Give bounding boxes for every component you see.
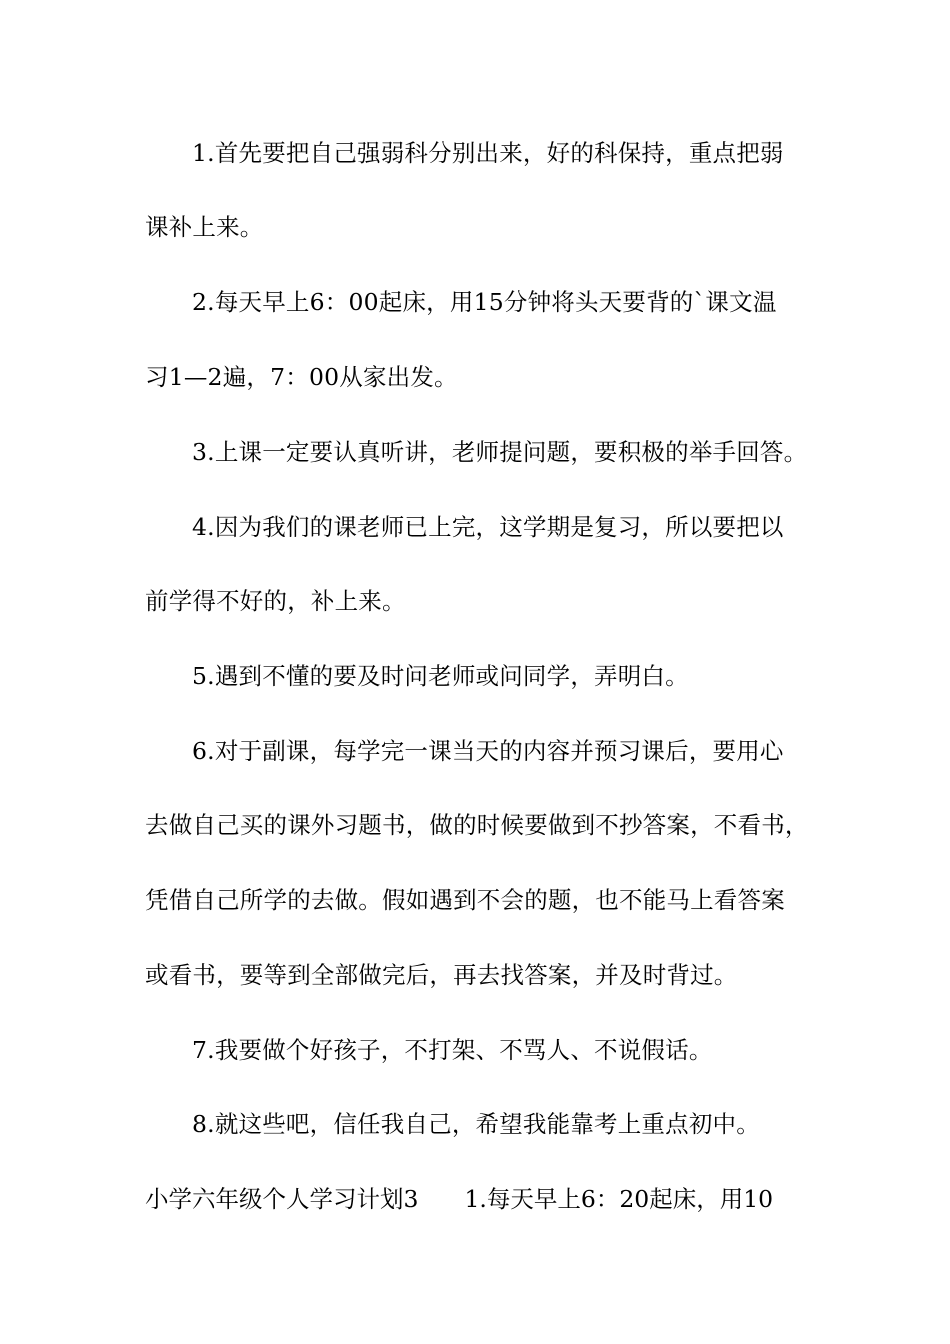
paragraph-8-line-1: 8.就这些吧，信任我自己，希望我能靠考上重点初中。 bbox=[192, 1110, 760, 1138]
paragraph-1-line-2: 课补上来。 bbox=[145, 213, 264, 241]
paragraph-6-line-1: 6.对于副课，每学完一课当天的内容并预习课后，要用心 bbox=[192, 737, 784, 765]
paragraph-1-line-1: 1.首先要把自己强弱科分别出来，好的科保持，重点把弱 bbox=[192, 139, 784, 167]
paragraph-6-line-2: 去做自己买的课外习题书，做的时候要做到不抄答案，不看书， bbox=[145, 811, 809, 839]
paragraph-6-line-3: 凭借自己所学的去做。假如遇到不会的题，也不能马上看答案 bbox=[145, 886, 785, 914]
paragraph-4-line-2: 前学得不好的，补上来。 bbox=[145, 587, 406, 615]
next-section-first-item: 1.每天早上6：20起床，用10 bbox=[464, 1185, 774, 1213]
next-section-line bbox=[145, 1184, 825, 1214]
paragraph-3-line-1: 3.上课一定要认真听讲，老师提问题，要积极的举手回答。 bbox=[192, 438, 808, 466]
next-section-title: 小学六年级个人学习计划3 bbox=[145, 1185, 419, 1213]
paragraph-2-line-1: 2.每天早上6：00起床，用15分钟将头天要背的`课文温 bbox=[192, 288, 777, 316]
paragraph-6-line-4: 或看书，要等到全部做完后，再去找答案，并及时背过。 bbox=[145, 961, 738, 989]
paragraph-4-line-1: 4.因为我们的课老师已上完，这学期是复习，所以要把以 bbox=[192, 513, 784, 541]
paragraph-5-line-1: 5.遇到不懂的要及时问老师或问同学，弄明白。 bbox=[192, 662, 689, 690]
paragraph-7-line-1: 7.我要做个好孩子，不打架、不骂人、不说假话。 bbox=[192, 1036, 713, 1064]
paragraph-2-line-2: 习1—2遍，7：00从家出发。 bbox=[145, 363, 458, 391]
